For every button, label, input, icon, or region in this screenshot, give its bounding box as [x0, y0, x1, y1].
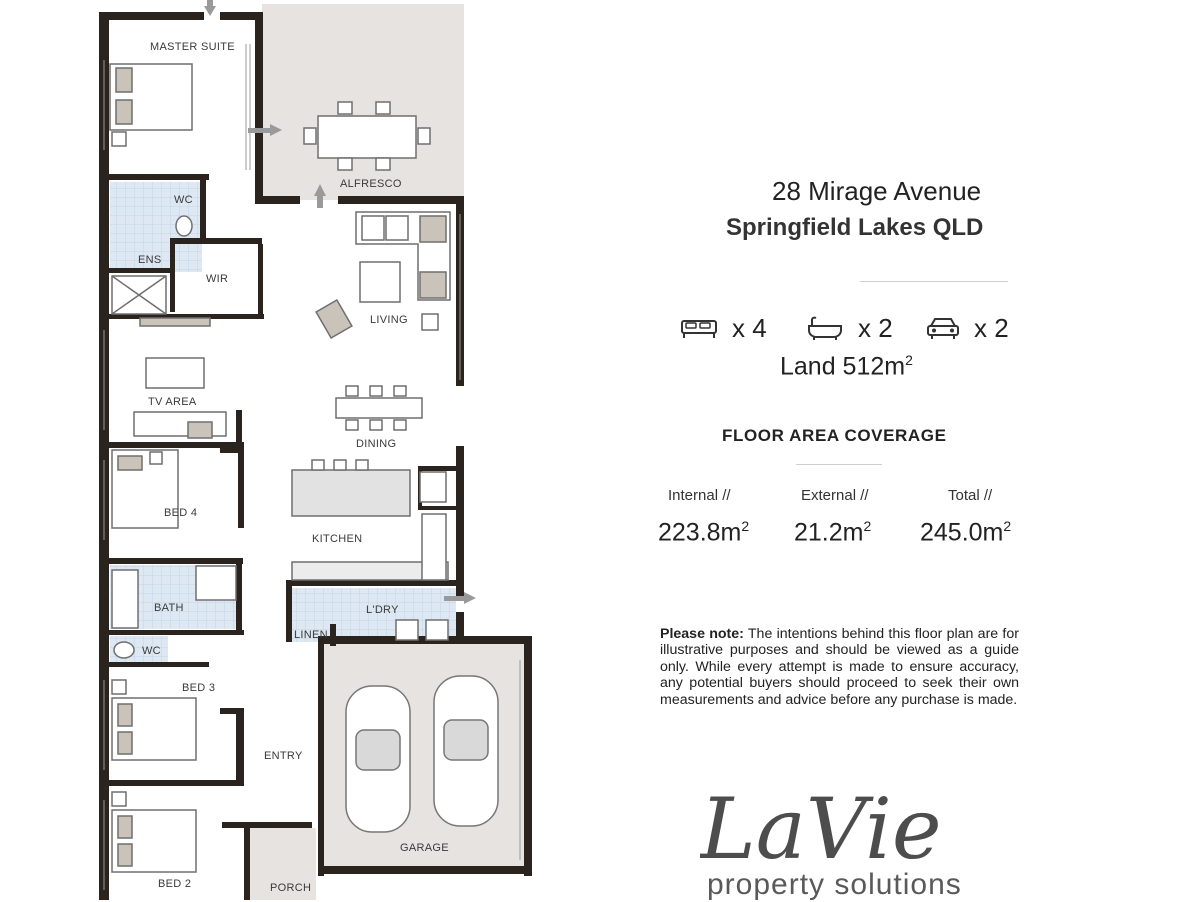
- disclaimer-note: Please note: The intentions behind this floor plan are for illustrative purposes and should be viewed as a guide only. While every attempt is made to ensure accuracy, any potential buyers should proceed to seek their own measurements and advice before any purchase is made.: [660, 626, 1019, 708]
- alfresco-area: [262, 4, 464, 200]
- bathroom-count: x 2: [858, 312, 893, 343]
- label-master-suite: MASTER SUITE: [150, 41, 235, 53]
- label-garage: GARAGE: [400, 842, 449, 854]
- label-ldry: L'DRY: [366, 604, 399, 616]
- property-street: 28 Mirage Avenue: [772, 176, 982, 206]
- bath-icon: [806, 316, 844, 340]
- feature-bathrooms: [806, 310, 893, 346]
- bedroom-count: x 4: [732, 312, 767, 343]
- label-bath: BATH: [154, 602, 184, 614]
- label-porch: PORCH: [270, 882, 312, 894]
- external-value: $21.2m^2$: [794, 518, 872, 547]
- label-dining: DINING: [356, 438, 397, 450]
- garage-count: x 2: [974, 312, 1009, 343]
- land-size: Land $512m^2$: [780, 352, 913, 381]
- label-wc-lower: WC: [142, 645, 161, 657]
- divider-coverage: [796, 464, 882, 465]
- label-alfresco: ALFRESCO: [340, 178, 402, 190]
- bed-icon: [680, 317, 718, 339]
- internal-value: $223.8m^2$: [658, 518, 750, 547]
- car-icon: [926, 316, 960, 340]
- label-tv-area: TV AREA: [148, 396, 197, 408]
- label-entry: ENTRY: [264, 750, 303, 762]
- feature-bedrooms: [680, 310, 767, 346]
- brand-logo: [700, 770, 1030, 875]
- label-living: LIVING: [370, 314, 408, 326]
- brand-tagline: property solutions: [707, 868, 962, 901]
- label-wc-upper: WC: [174, 194, 193, 206]
- feature-garage: [926, 310, 1009, 346]
- label-kitchen: KITCHEN: [312, 533, 363, 545]
- divider-top: [860, 281, 1008, 282]
- label-bed4: BED 4: [164, 507, 198, 519]
- internal-label: Internal //: [668, 487, 731, 504]
- label-bed2: BED 2: [158, 878, 192, 890]
- external-label: External //: [801, 487, 869, 504]
- label-ens: ENS: [138, 254, 162, 266]
- total-label: Total //: [948, 487, 993, 504]
- label-wir: WIR: [206, 273, 229, 285]
- logo-wordmark: LaVie: [700, 780, 942, 870]
- label-linen: LINEN: [294, 629, 328, 641]
- total-value: $245.0m^2$: [920, 518, 1012, 547]
- info-panel: [640, 0, 1200, 900]
- coverage-title: FLOOR AREA COVERAGE: [722, 426, 947, 445]
- property-suburb: Springfield Lakes QLD: [726, 214, 984, 241]
- label-bed3: BED 3: [182, 682, 216, 694]
